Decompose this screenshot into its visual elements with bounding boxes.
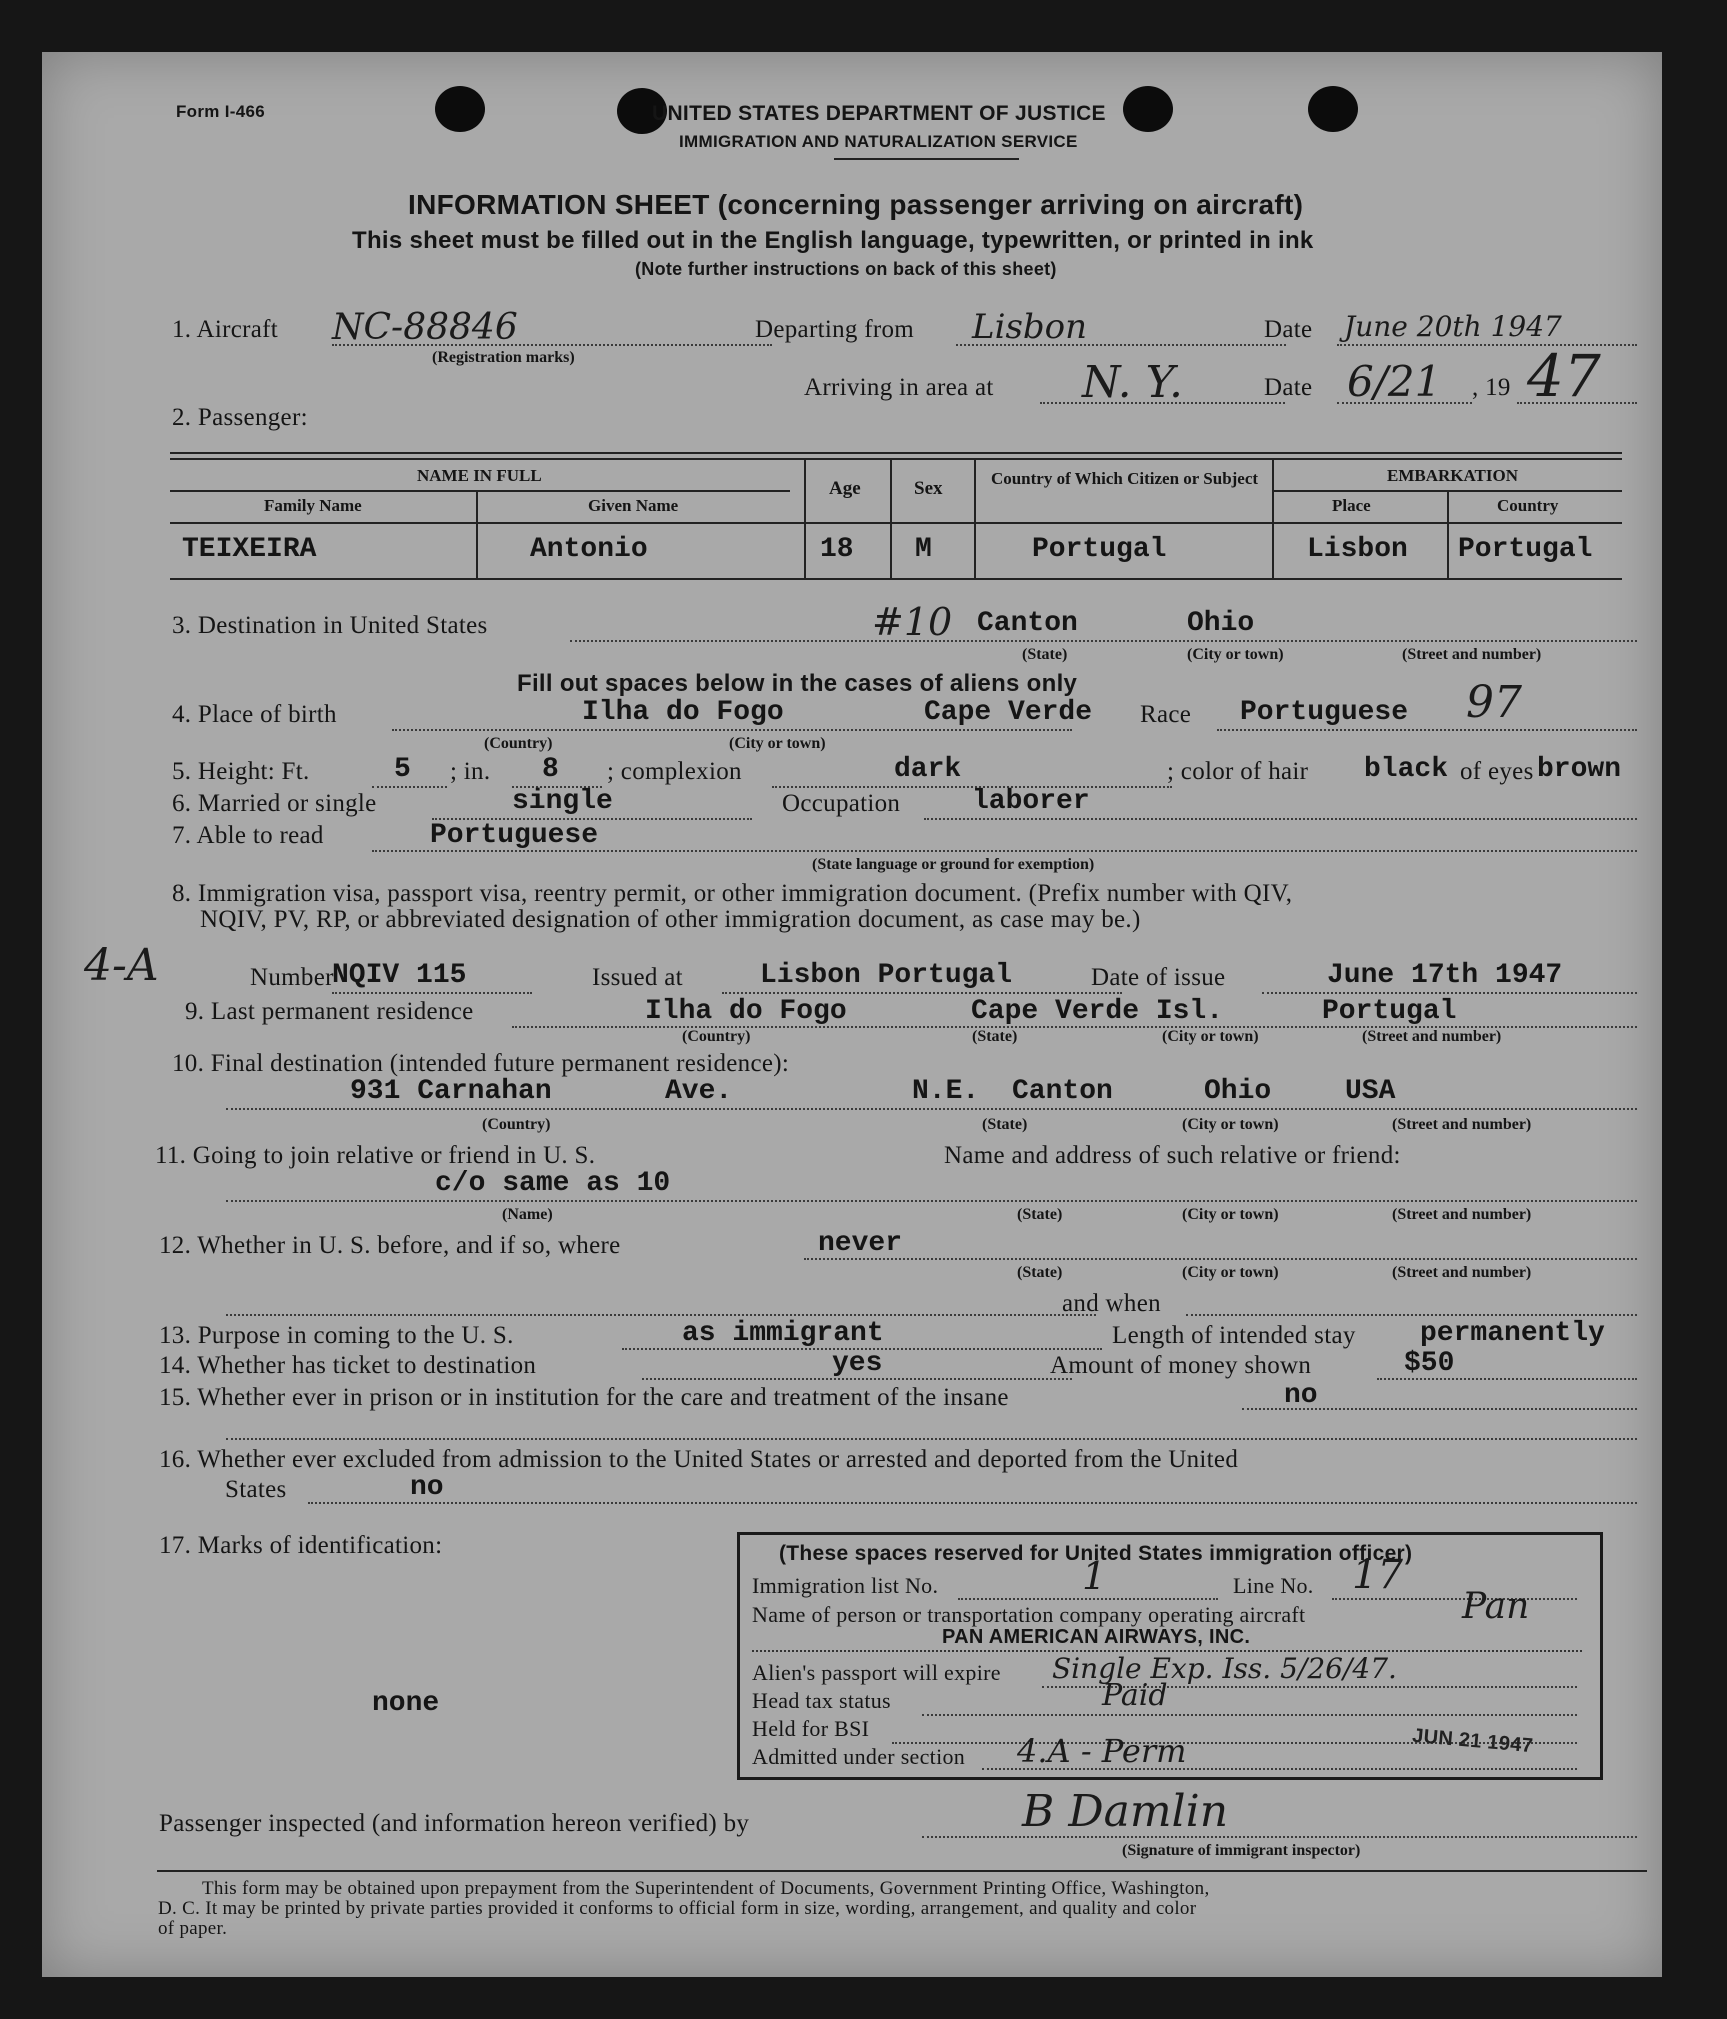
length-of-stay-value: permanently — [1420, 1318, 1605, 1349]
marks-value: none — [372, 1688, 440, 1719]
destination-label: 3. Destination in United States — [172, 612, 488, 639]
given-name-value: Antonio — [530, 534, 648, 565]
birth-city-value: Ilha do Fogo — [582, 697, 784, 728]
excluded-value: no — [410, 1472, 444, 1503]
date-of-issue-value: June 17th 1947 — [1327, 960, 1563, 991]
us-before-state-caption: (State) — [1017, 1264, 1063, 1281]
last-res-country-caption: (Country) — [682, 1028, 751, 1045]
reserved-heading: (These spaces reserved for United States immigration officer) — [779, 1542, 1413, 1565]
immigration-list-value: 1 — [1082, 1554, 1107, 1598]
last-res-city-value: Ilha do Fogo — [645, 996, 847, 1027]
destination-street-caption: (Street and number) — [1402, 646, 1542, 663]
issued-line — [722, 992, 1122, 994]
sheet-subtitle: This sheet must be filled out in the English language, typewritten, or printed in ink — [352, 227, 1314, 254]
form-number: Form I-466 — [176, 102, 265, 121]
sheet-title: INFORMATION SHEET (concerning passenger arriving on aircraft) — [408, 189, 1304, 220]
eyes-value: brown — [1537, 754, 1622, 785]
departure-date-value: June 20th 1947 — [1344, 310, 1562, 343]
height-in-label: ; in. — [450, 758, 491, 785]
occupation-line — [924, 818, 1637, 820]
col-1 — [476, 490, 478, 578]
th-country: Country — [1497, 496, 1559, 515]
form-sheet — [42, 52, 1662, 1977]
punch-hole-3 — [1123, 86, 1173, 132]
table-head-bottom — [170, 522, 1622, 524]
going-to-join-label: 11. Going to join relative or friend in U. S. — [155, 1142, 596, 1169]
number-label: Number — [250, 964, 334, 991]
us-before-line — [804, 1258, 1637, 1260]
header-rule — [834, 158, 1019, 160]
excluded-label-2: States — [225, 1476, 287, 1503]
signature-caption: (Signature of immigrant inspector) — [1122, 1842, 1361, 1859]
visa-label-2: NQIV, PV, RP, or abbreviated designation of other immigration document, as case may be.) — [200, 906, 1141, 933]
last-res-street-caption: (Street and number) — [1362, 1028, 1502, 1045]
sex-value: M — [915, 534, 932, 565]
age-value: 18 — [820, 534, 854, 565]
destination-number-value: #10 — [872, 600, 953, 644]
length-of-stay-label: Length of intended stay — [1112, 1322, 1356, 1349]
destination-city-caption: (City or town) — [1187, 646, 1284, 663]
aliens-only-heading: Fill out spaces below in the cases of aliens only — [517, 670, 1078, 697]
final-street-value: 931 Carnahan — [350, 1076, 552, 1107]
destination-line — [570, 640, 1637, 642]
final-dest-line — [226, 1108, 1637, 1110]
th-country-citizen: Country of Which Citizen or Subject — [990, 469, 1259, 488]
embarkation-place-value: Lisbon — [1307, 534, 1408, 565]
name-address-label: Name and address of such relative or friend: — [944, 1142, 1401, 1169]
head-tax-value: Paid — [1102, 1678, 1168, 1713]
reads-value: Portuguese — [430, 820, 599, 851]
destination-state-caption: (State) — [1022, 646, 1068, 663]
married-label: 6. Married or single — [172, 790, 377, 817]
eyes-label: of eyes — [1460, 758, 1534, 785]
issued-at-value: Lisbon Portugal — [760, 960, 1013, 991]
date-label-1: Date — [1264, 316, 1313, 343]
complexion-label: ; complexion — [607, 758, 742, 785]
th-given-name: Given Name — [588, 496, 679, 515]
held-bsi-label: Held for BSI — [752, 1716, 870, 1741]
final-city-value: Canton — [1012, 1076, 1113, 1107]
registration-caption: (Registration marks) — [432, 349, 575, 366]
admitted-value: 4.A - Perm — [1017, 1732, 1187, 1770]
us-before-label: 12. Whether in U. S. before, and if so, where — [159, 1232, 621, 1259]
service-title: IMMIGRATION AND NATURALIZATION SERVICE — [679, 132, 1078, 151]
us-before-value: never — [818, 1228, 903, 1259]
race-code-value: 97 — [1466, 677, 1522, 728]
date-issue-line — [1262, 992, 1637, 994]
birth-country-value: Cape Verde — [924, 697, 1093, 728]
final-street-caption: (Street and number) — [1392, 1116, 1532, 1133]
money-label: Amount of money shown — [1050, 1352, 1312, 1379]
height-in-value: 8 — [542, 754, 559, 785]
race-label: Race — [1140, 701, 1192, 728]
footer-line-1: This form may be obtained upon prepayment from the Superintendent of Documents, Government Printing Office, Washington, — [202, 1878, 1210, 1899]
ticket-value: yes — [832, 1348, 883, 1379]
th-family-name: Family Name — [264, 496, 362, 515]
col-4 — [974, 458, 976, 578]
and-when-line-left — [226, 1314, 1096, 1316]
birth-city-caption: (City or town) — [729, 735, 826, 752]
year-prefix: , 19 — [1472, 374, 1511, 401]
passport-expire-value: Single Exp. Iss. 5/26/47. — [1052, 1652, 1397, 1685]
prison-label: 15. Whether ever in prison or in institution for the care and treatment of the insane — [159, 1384, 1009, 1411]
ticket-label: 14. Whether has ticket to destination — [159, 1352, 537, 1379]
birth-line — [392, 729, 1072, 731]
footer-line-3: of paper. — [158, 1918, 228, 1939]
final-ne-value: N.E. — [912, 1076, 980, 1107]
final-state-value: Ohio — [1204, 1076, 1272, 1107]
col-6 — [1447, 490, 1449, 578]
height-ft-line — [372, 786, 447, 788]
join-street-caption: (Street and number) — [1392, 1206, 1532, 1223]
arrival-year-value: 47 — [1527, 342, 1601, 410]
prison-value: no — [1284, 1380, 1318, 1411]
line-no-line — [1332, 1598, 1577, 1600]
marital-value: single — [512, 786, 613, 817]
passenger-label: 2. Passenger: — [172, 404, 308, 431]
col-3 — [890, 458, 892, 578]
departing-label: Departing from — [755, 316, 915, 343]
final-destination-label: 10. Final destination (intended future permanent residence): — [172, 1050, 790, 1077]
th-embarkation: EMBARKATION — [1387, 466, 1518, 485]
height-ft-value: 5 — [394, 754, 411, 785]
inspector-signature: B Damlin — [1022, 1786, 1229, 1837]
occupation-label: Occupation — [782, 790, 901, 817]
excluded-label-1: 16. Whether ever excluded from admission to the United States or arrested and deported from the United — [159, 1446, 1239, 1473]
complexion-value: dark — [894, 754, 962, 785]
stamp-date: JUN 21 1947 — [1411, 1724, 1534, 1758]
aircraft-value: NC-88846 — [332, 307, 518, 348]
issued-at-label: Issued at — [592, 964, 683, 991]
able-to-read-label: 7. Able to read — [172, 822, 324, 849]
table-bottom — [170, 578, 1622, 580]
occupation-value: laborer — [972, 786, 1090, 817]
prison-line-2 — [226, 1438, 1637, 1440]
inspected-by-label: Passenger inspected (and information hereon verified) by — [159, 1810, 750, 1837]
table-sub-1 — [170, 490, 790, 492]
join-state-caption: (State) — [1017, 1206, 1063, 1223]
footer-line-2: D. C. It may be printed by private parties provided it conforms to official form in size, wording, arrangement, and quality and color — [158, 1898, 1197, 1919]
race-line — [1217, 729, 1637, 731]
operator-note-value: Pan — [1462, 1586, 1530, 1627]
punch-hole-1 — [435, 86, 485, 132]
sheet-note: (Note further instructions on back of this sheet) — [635, 259, 1057, 279]
and-when-line — [1186, 1314, 1637, 1316]
country-citizen-value: Portugal — [1032, 534, 1167, 565]
margin-note: 4-A — [84, 940, 159, 991]
place-of-birth-label: 4. Place of birth — [172, 701, 337, 728]
date-label-2: Date — [1264, 374, 1313, 401]
final-city-caption: (City or town) — [1182, 1116, 1279, 1133]
immigration-list-label: Immigration list No. — [752, 1573, 939, 1598]
line-no-value: 17 — [1352, 1552, 1403, 1598]
and-when-label: and when — [1062, 1290, 1161, 1317]
join-line — [226, 1200, 1637, 1202]
join-city-caption: (City or town) — [1182, 1206, 1279, 1223]
arrival-date-value: 6/21 — [1347, 357, 1442, 406]
operator-value: PAN AMERICAN AIRWAYS, INC. — [942, 1626, 1251, 1648]
race-value: Portuguese — [1240, 697, 1409, 728]
table-top-2 — [170, 458, 1622, 460]
line-no-label: Line No. — [1233, 1573, 1314, 1598]
last-residence-label: 9. Last permanent residence — [185, 998, 474, 1025]
th-age: Age — [829, 478, 861, 499]
operator-label: Name of person or transportation company operating aircraft — [752, 1602, 1306, 1627]
destination-state-value: Ohio — [1187, 608, 1255, 639]
state-language-caption: (State language or ground for exemption) — [812, 856, 1095, 873]
hair-value: black — [1364, 754, 1449, 785]
aircraft-label: 1. Aircraft — [172, 316, 279, 343]
embarkation-country-value: Portugal — [1458, 534, 1593, 565]
col-5 — [1272, 458, 1274, 578]
join-name-caption: (Name) — [502, 1206, 553, 1223]
family-name-value: TEIXEIRA — [182, 534, 317, 565]
destination-city-value: Canton — [977, 608, 1078, 639]
purpose-label: 13. Purpose in coming to the U. S. — [159, 1322, 514, 1349]
last-res-state-caption: (State) — [972, 1028, 1018, 1045]
us-before-city-caption: (City or town) — [1182, 1264, 1279, 1281]
number-line — [332, 992, 532, 994]
admitted-label: Admitted under section — [752, 1744, 966, 1769]
height-label: 5. Height: Ft. — [172, 758, 310, 785]
arriving-value: N. Y. — [1082, 357, 1184, 408]
arriving-label: Arriving in area at — [804, 374, 994, 401]
list-line — [958, 1598, 1218, 1600]
final-state-caption: (State) — [982, 1116, 1028, 1133]
final-country-caption: (Country) — [482, 1116, 551, 1133]
final-country-value: USA — [1345, 1076, 1396, 1107]
passport-expire-label: Alien's passport will expire — [752, 1660, 1001, 1685]
last-res-city-caption: (City or town) — [1162, 1028, 1259, 1045]
footer-rule — [157, 1870, 1647, 1872]
money-value: $50 — [1404, 1348, 1455, 1379]
join-value: c/o same as 10 — [435, 1168, 671, 1199]
purpose-value: as immigrant — [682, 1318, 884, 1349]
col-2 — [804, 458, 806, 578]
marks-label: 17. Marks of identification: — [159, 1532, 443, 1559]
visa-label-1: 8. Immigration visa, passport visa, reentry permit, or other immigration document. (Prefix number with QIV, — [172, 880, 1293, 907]
visa-number-value: NQIV 115 — [332, 960, 467, 991]
birth-country-caption: (Country) — [484, 735, 553, 752]
th-name-in-full: NAME IN FULL — [417, 466, 542, 485]
departing-value: Lisbon — [972, 307, 1088, 347]
head-tax-label: Head tax status — [752, 1688, 891, 1713]
us-before-street-caption: (Street and number) — [1392, 1264, 1532, 1281]
department-title: UNITED STATES DEPARTMENT OF JUSTICE — [652, 102, 1106, 125]
hair-label: ; color of hair — [1167, 758, 1309, 785]
punch-hole-4 — [1308, 86, 1358, 132]
th-place: Place — [1332, 496, 1371, 515]
head-tax-line — [922, 1714, 1577, 1716]
date-of-issue-label: Date of issue — [1091, 964, 1226, 991]
excluded-line — [308, 1502, 1637, 1504]
last-res-islands-value: Cape Verde Isl. — [971, 996, 1224, 1027]
th-sex: Sex — [914, 478, 943, 499]
final-ave-value: Ave. — [665, 1076, 733, 1107]
last-res-country-value: Portugal — [1322, 996, 1457, 1027]
table-top-1 — [170, 452, 1622, 454]
